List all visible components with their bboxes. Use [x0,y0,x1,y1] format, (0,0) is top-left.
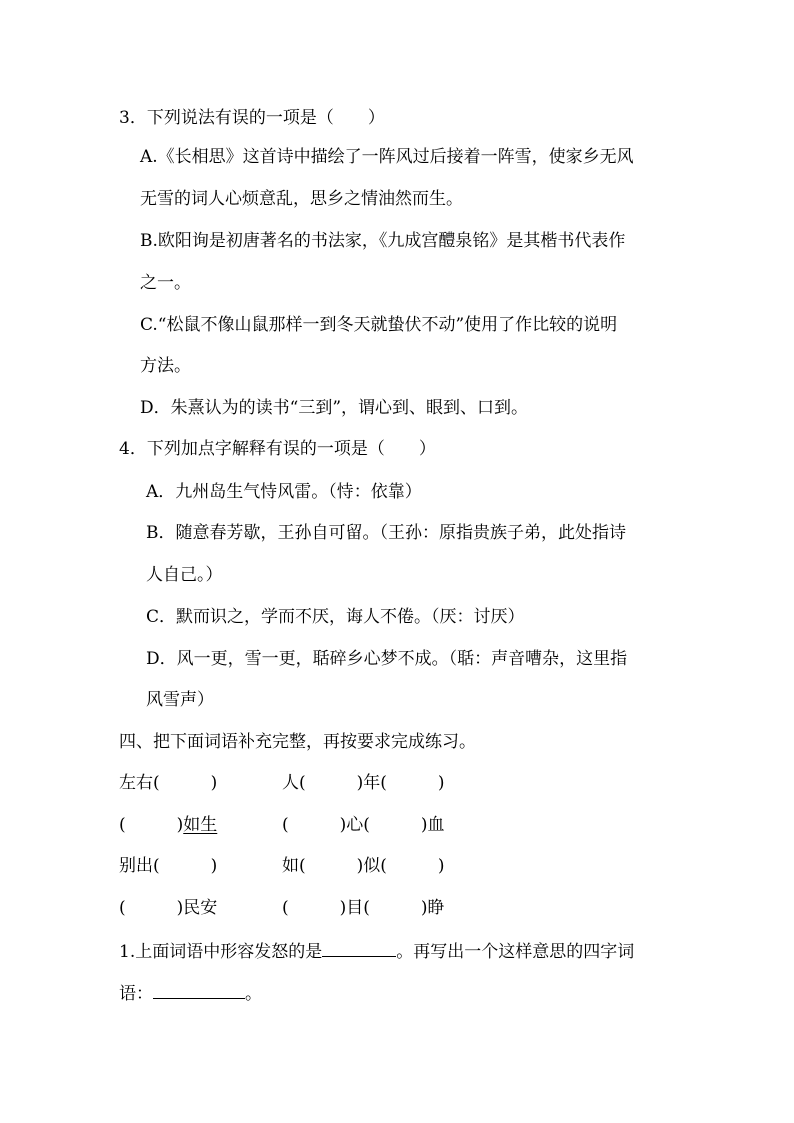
q3-option-b-line2: 之一。 [140,273,191,293]
idiom-row4-col1: ( )民安 [119,898,218,918]
q4-option-d-line1: D．风一更，雪一更，聒碎乡心梦不成。（聒：声音嘈杂，这里指 [146,649,628,669]
idiom-row3-col1: 别出( ) [119,856,218,876]
exercise-1-text-d: 。 [245,984,262,1004]
q3-option-c-line2: 方法。 [140,356,191,376]
idiom-row4-col2: ( )目( )睁 [282,898,445,918]
exercise-1-text-a: 1.上面词语中形容发怒的是 [119,942,323,962]
idiom-row2-col1-blank: ( ) [119,815,184,835]
idiom-row3-col2: 如( )似( ) [282,856,445,876]
idiom-row2-col1-underlined-word: 如生 [183,815,218,835]
q3-option-d-line1: D．朱熹认为的读书“三到”，谓心到、眼到、口到。 [140,398,529,418]
q3-option-a-line2: 无雪的词人心烦意乱，思乡之情油然而生。 [140,189,463,209]
q4-stem: 4．下列加点字解释有误的一项是（ ） [119,439,436,459]
section4-title: 四、把下面词语补充完整，再按要求完成练习。 [119,732,476,752]
q3-option-a-line1: A.《长相思》这首诗中描绘了一阵风过后接着一阵雪，使家乡无风 [140,147,634,167]
idiom-row2-col2: ( )心( )血 [282,815,445,835]
q4-option-b-line2: 人自己。） [146,565,223,585]
q3-option-b-line1: B.欧阳询是初唐著名的书法家，《九成宫醴泉铭》是其楷书代表作 [140,231,626,251]
q4-option-b-line1: B．随意春芳歇，王孙自可留。（王孙：原指贵族子弟，此处指诗 [146,523,626,543]
answer-blank-1[interactable] [322,939,396,957]
exercise-1-text-c: 语： [119,984,153,1004]
q3-stem: 3．下列说法有误的一项是（ ） [119,108,385,128]
idiom-row1-col2: 人( )年( ) [282,773,445,793]
answer-blank-2[interactable] [153,981,245,999]
idiom-row2-col1 [119,814,217,836]
exercise-1-line2 [119,981,262,1005]
q4-option-a-line1: A．九州岛生气恃风雷。（恃：依靠） [146,482,422,502]
exercise-1-text-b: 。再写出一个这样意思的四字词 [396,942,635,962]
q4-option-c-line1: C．默而识之，学而不厌，诲人不倦。（厌：讨厌） [146,607,525,627]
q4-option-d-line2: 风雪声） [146,690,214,710]
idiom-row1-col1: 左右( ) [119,773,218,793]
exercise-1-line1 [119,939,634,963]
q3-option-c-line1: C.“松鼠不像山鼠那样一到冬天就蛰伏不动”使用了作比较的说明 [140,315,618,335]
